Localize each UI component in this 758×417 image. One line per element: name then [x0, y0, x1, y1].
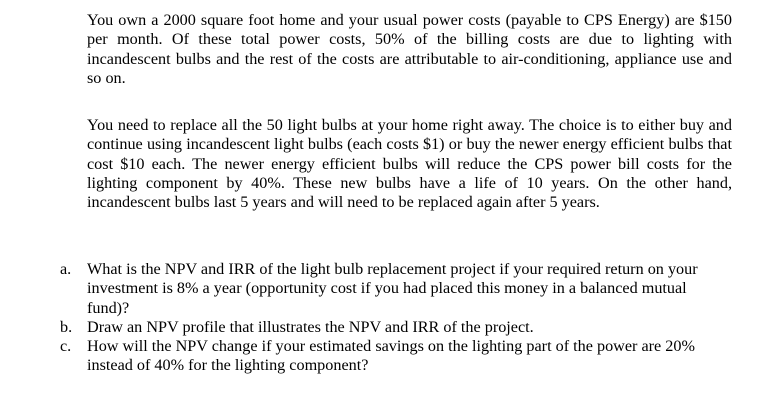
scenario-paragraph: You need to replace all the 50 light bulbs at your home right away. The choice is to either buy and continue using incandescent light bulbs (each costs $1) or buy the newer energy efficient bulbs that cost $10 each. The newer energy efficient bulbs will reduce the CPS power bill costs for the lighting component by 40%. These new bulbs have a life of 10 years. On the other hand, incandescent bulbs last 5 years and will need to be replaced again after 5 years.: [87, 116, 732, 212]
question-b: [60, 318, 732, 337]
question-a: [60, 260, 732, 318]
intro-paragraph: You own a 2000 square foot home and your usual power costs (payable to CPS Energy) are $150 per month. Of these total power costs, 50% of the billing costs are due to lighting with incandescent bulbs and the rest of the costs are attributable to air-conditioning, appliance use and so on.: [87, 11, 732, 87]
question-c: [60, 337, 732, 376]
question-c-text: How will the NPV change if your estimated savings on the lighting part of the power are 20% instead of 40% for the lighting component?: [87, 337, 695, 375]
question-b-text: Draw an NPV profile that illustrates the NPV and IRR of the project.: [87, 317, 534, 336]
question-b-marker: b.: [60, 317, 73, 336]
question-a-text: What is the NPV and IRR of the light bulb replacement project if your required return on your investment is 8% a year (opportunity cost if you had placed this money in a balanced mutual fund)?: [87, 260, 698, 317]
question-list: [60, 260, 732, 376]
question-a-marker: a.: [60, 260, 72, 278]
question-c-marker: c.: [60, 337, 72, 356]
